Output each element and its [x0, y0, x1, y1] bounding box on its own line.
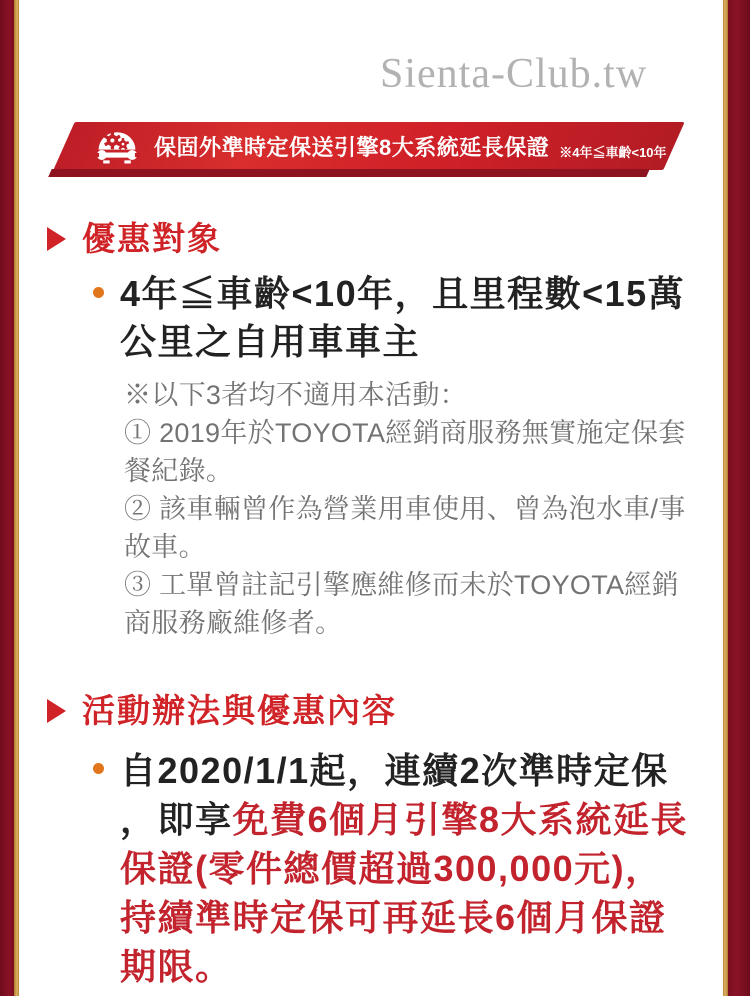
triangle-bullet-icon — [47, 699, 66, 723]
banner-content — [64, 122, 674, 170]
banner-note: ※4年≦車齡<10年 — [559, 144, 667, 160]
note-line: ※以下3者均不適用本活動： — [124, 380, 467, 410]
bullet-text-red: 免費6個月引擎8大系統延長保證(零件總價超過300,000元)，持續準時定保可再延長6個月保證期限。 — [120, 799, 689, 987]
section-heading-offer-target — [47, 220, 222, 258]
dot-bullet-icon — [93, 763, 104, 774]
right-border-decoration — [722, 0, 750, 996]
section-heading-program-details — [47, 692, 397, 730]
bullet-text — [120, 270, 692, 366]
bullet-item-program — [93, 746, 692, 991]
note-line: ② 該車輛曾作為營業用車使用、曾為泡水車/事故車。 — [124, 494, 686, 562]
bullet-text-black: 4年≦車齡<10年，且里程數<15萬公里之自用車車主 — [120, 273, 686, 362]
note-line: ③ 工單曾註記引擎應維修而未於TOYOTA經銷商服務廠維修者。 — [124, 570, 679, 638]
bullet-text-black: 自2020/1/1起，連續2次準時定保，即享 — [120, 750, 669, 840]
exclusion-notes — [124, 376, 702, 642]
bullet-text — [120, 746, 692, 991]
section-heading-text: 活動辦法與優惠內容 — [82, 692, 397, 729]
promo-banner — [64, 122, 674, 170]
section-heading-text: 優惠對象 — [82, 220, 222, 257]
watermark: Sienta-Club.tw — [380, 51, 648, 97]
left-border-decoration — [0, 0, 20, 996]
banner-title: 保固外準時定保送引擎8大系統延長保證 — [154, 134, 550, 160]
triangle-bullet-icon — [47, 227, 66, 251]
bullet-item-eligibility — [93, 270, 692, 366]
dot-bullet-icon — [93, 287, 104, 298]
note-line: ① 2019年於TOYOTA經銷商服務無實施定保套餐紀錄。 — [124, 418, 686, 486]
service-gears-wrench-icon — [94, 126, 140, 166]
